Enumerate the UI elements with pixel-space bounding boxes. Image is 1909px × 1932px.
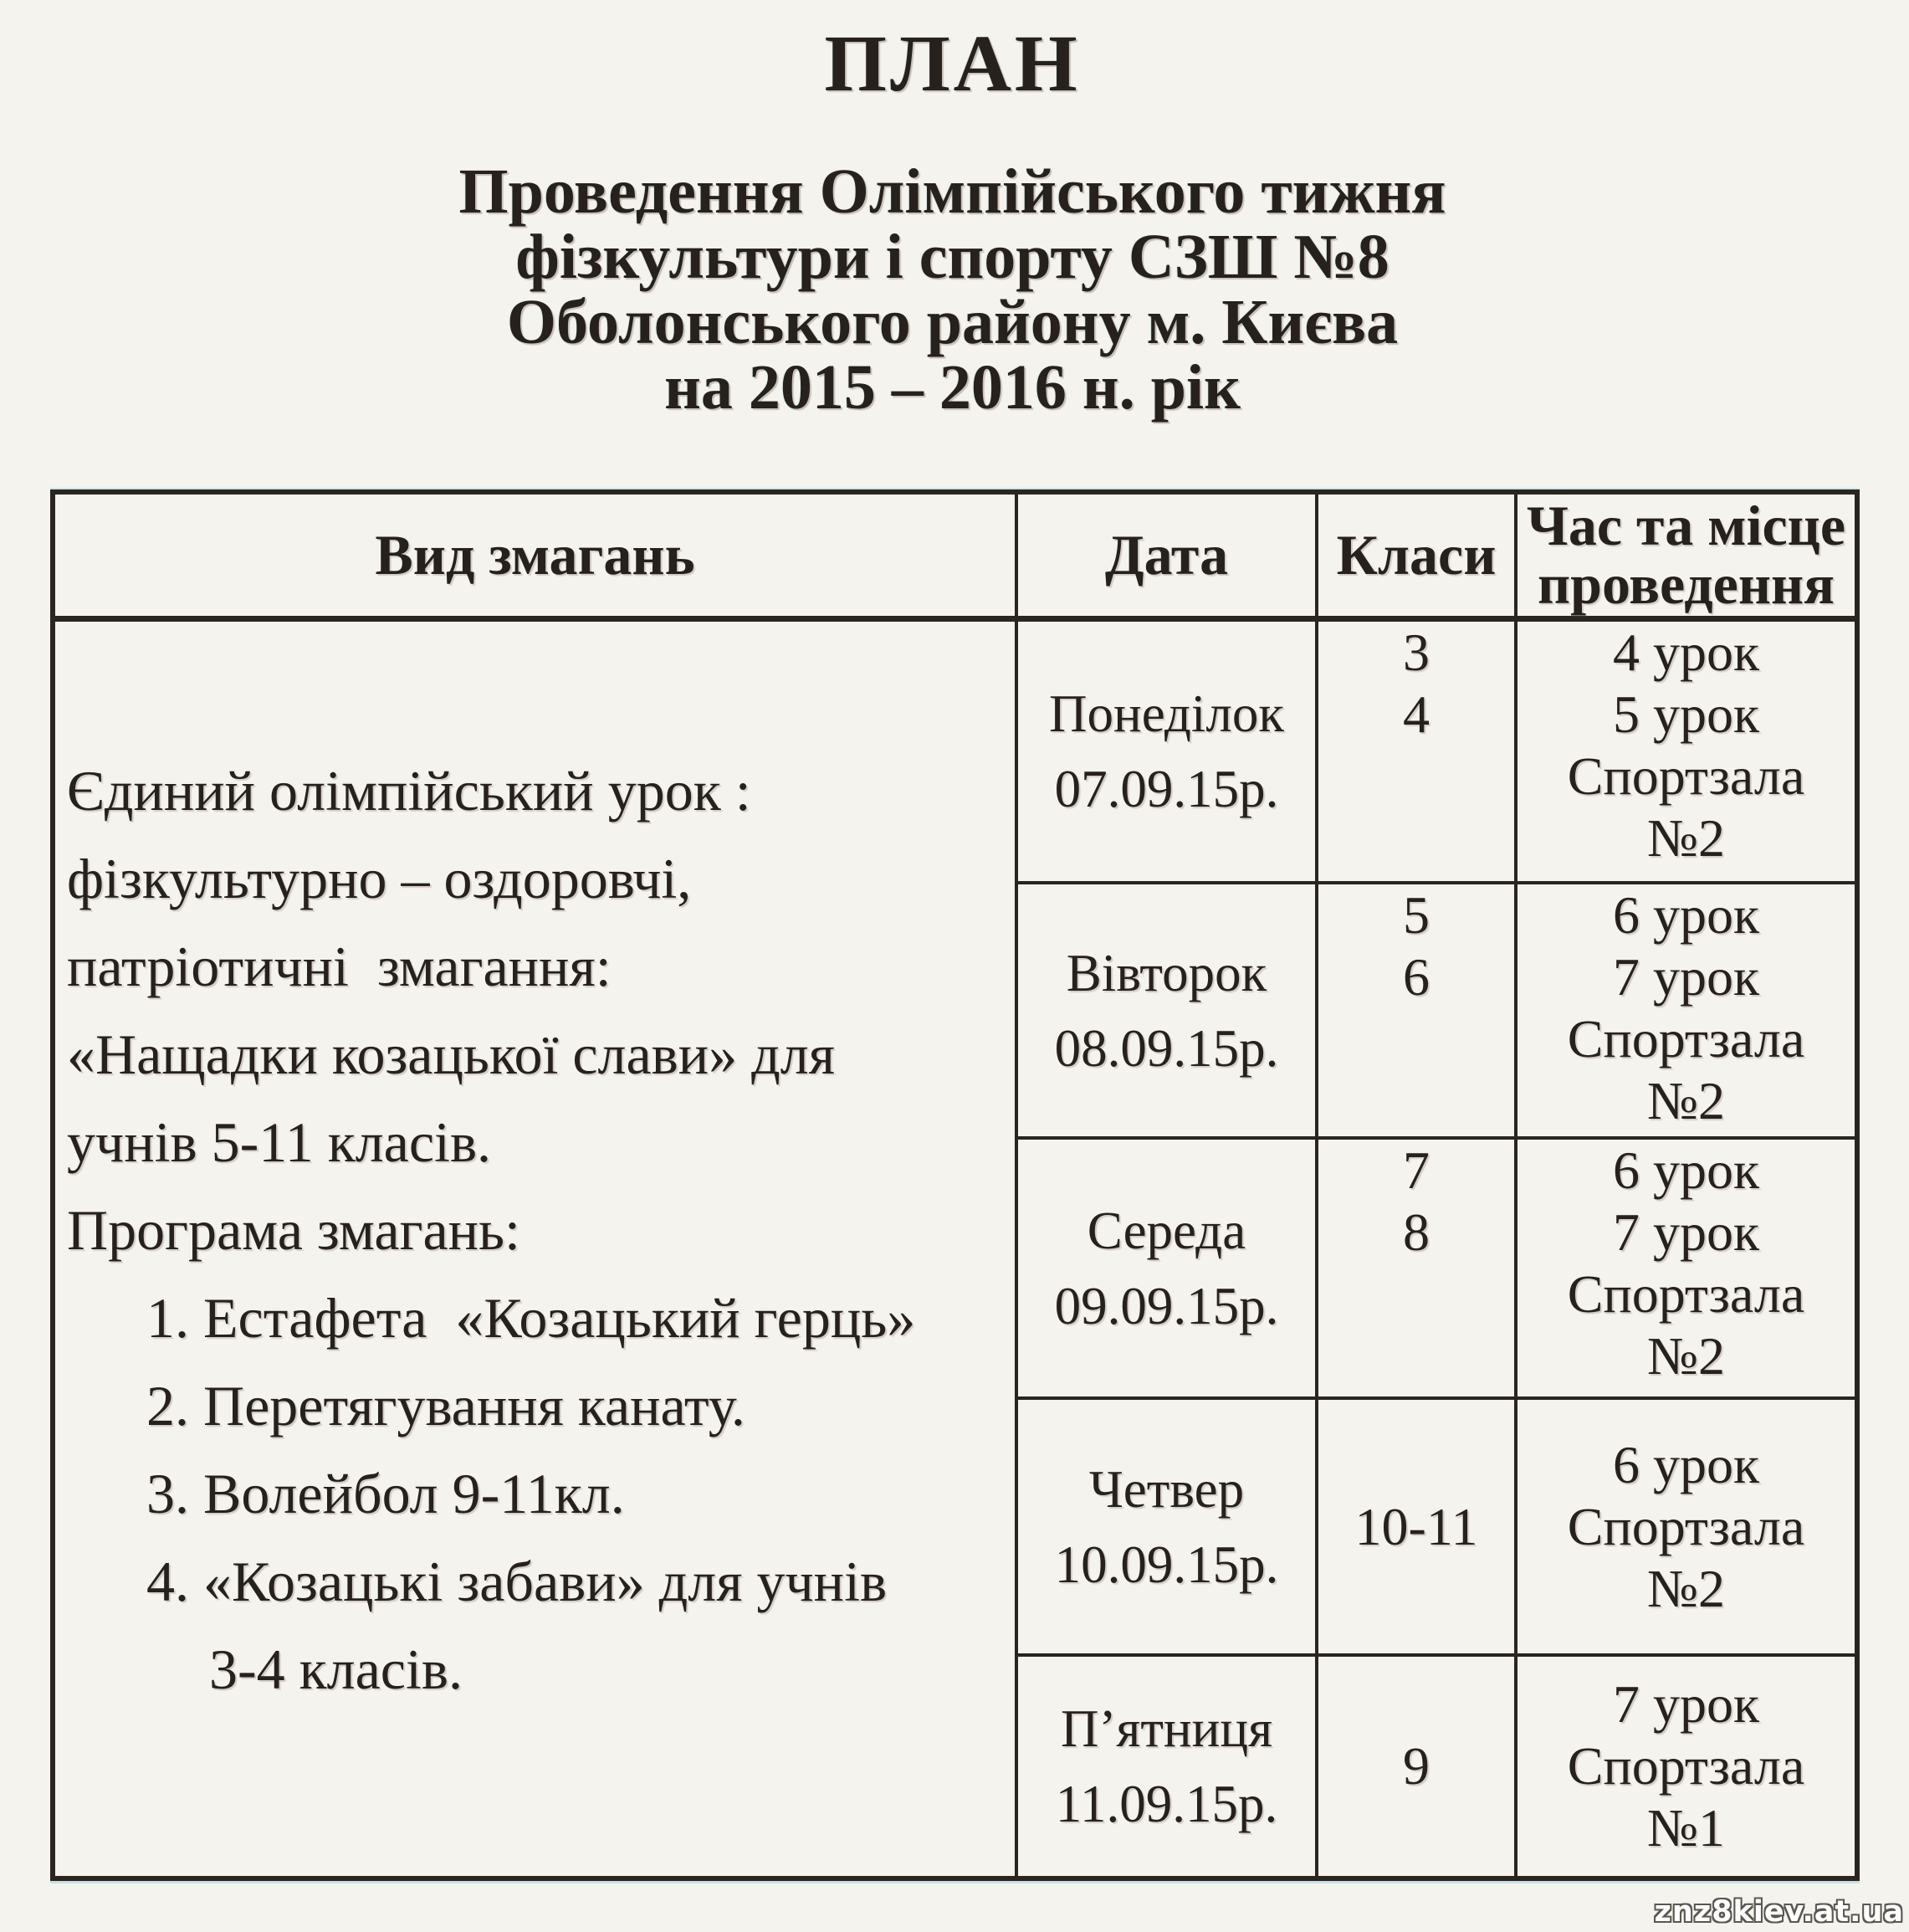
text-line: «Нащадки козацької слави» для: [67, 1022, 835, 1086]
class-value: 7: [1403, 1140, 1430, 1200]
classes-cell-thursday: [1317, 1398, 1516, 1655]
time-place-cell-wednesday: [1516, 1138, 1857, 1398]
table-row-monday: [53, 618, 1857, 883]
classes-cell-wednesday: [1317, 1138, 1516, 1398]
date-label: 10.09.15р.: [1054, 1535, 1279, 1594]
time-place-line: 7 урок: [1612, 947, 1760, 1007]
time-place-line: №2: [1646, 1558, 1726, 1618]
schedule-table: [50, 489, 1860, 1881]
program-item: 1. Естафета «Козацький герць»: [146, 1285, 916, 1350]
time-place-line: 7 урок: [1612, 1674, 1760, 1734]
table-header-row: [53, 492, 1857, 618]
time-place-line: Спортзала: [1567, 1264, 1805, 1324]
class-value: 9: [1403, 1736, 1430, 1796]
date-label: 11.09.15р.: [1055, 1775, 1278, 1833]
time-place-cell-thursday: [1516, 1398, 1857, 1655]
date-cell-tuesday: [1016, 883, 1317, 1138]
day-label: П’ятниця: [1060, 1699, 1273, 1758]
watermark: znz8kiev.at.ua: [1654, 1895, 1904, 1929]
time-place-line: 7 урок: [1612, 1202, 1760, 1262]
time-place-line: 4 урок: [1612, 622, 1760, 682]
time-place-cell-friday: [1516, 1655, 1857, 1878]
header-competition-label: Вид змагань: [375, 523, 695, 587]
date-cell-wednesday: [1016, 1138, 1317, 1398]
day-label: Четвер: [1088, 1459, 1245, 1519]
class-value: 6: [1403, 947, 1430, 1007]
classes-cell-friday: [1317, 1655, 1516, 1878]
day-label: Понеділок: [1049, 684, 1284, 743]
class-value: 3: [1403, 622, 1430, 682]
text-line: фізкультурно – оздоровчі,: [67, 846, 692, 910]
subtitle-line: Оболонського району м. Києва: [506, 287, 1399, 357]
program-item: 2. Перетягування канату.: [146, 1373, 745, 1437]
header-classes: [1317, 492, 1516, 618]
time-place-line: Спортзала: [1567, 1736, 1805, 1796]
program-item: 3. Волейбол 9-11кл.: [146, 1461, 625, 1525]
date-label: 09.09.15р.: [1054, 1276, 1279, 1335]
document-subtitle: [50, 156, 1855, 423]
classes-cell-tuesday: [1317, 883, 1516, 1138]
time-place-line: 6 урок: [1612, 885, 1760, 945]
classes-cell-monday: [1317, 618, 1516, 883]
time-place-line: Спортзала: [1567, 1009, 1805, 1068]
class-value: 8: [1403, 1202, 1430, 1262]
time-place-line: 6 урок: [1612, 1140, 1760, 1200]
subtitle-line: Проведення Олімпійського тижня: [458, 156, 1446, 227]
text-line: учнів 5-11 класів.: [67, 1109, 492, 1174]
time-place-cell-monday: [1516, 618, 1857, 883]
program-item: 4. «Козацькі забави» для учнів: [146, 1549, 888, 1613]
time-place-line: №2: [1646, 1326, 1726, 1386]
class-value: 5: [1403, 885, 1430, 945]
document-title: ПЛАН: [824, 18, 1081, 108]
class-value: 10-11: [1354, 1496, 1478, 1556]
date-cell-thursday: [1016, 1398, 1317, 1655]
date-label: 08.09.15р.: [1054, 1018, 1279, 1078]
time-place-line: Спортзала: [1567, 746, 1805, 806]
time-place-line: Спортзала: [1567, 1496, 1805, 1556]
header-time-place: [1516, 492, 1857, 618]
header-competition: [53, 492, 1016, 618]
time-place-line: 6 урок: [1612, 1434, 1760, 1494]
text-line: Єдиний олімпійський урок :: [67, 758, 751, 823]
date-cell-monday: [1016, 618, 1317, 883]
text-line: Програма змагань:: [67, 1197, 520, 1262]
time-place-line: 5 урок: [1612, 684, 1760, 744]
time-place-cell-tuesday: [1516, 883, 1857, 1138]
date-label: 07.09.15р.: [1054, 759, 1279, 818]
header-date-label: Дата: [1104, 523, 1229, 587]
time-place-line: №1: [1646, 1798, 1726, 1858]
date-cell-friday: [1016, 1655, 1317, 1878]
header-classes-label: Класи: [1336, 523, 1497, 587]
class-value: 4: [1403, 684, 1430, 744]
program-item-continuation: 3-4 класів.: [209, 1637, 463, 1701]
header-time-place-line: проведення: [1537, 552, 1835, 617]
day-label: Середа: [1087, 1201, 1246, 1260]
subtitle-line: фізкультури і спорту СЗШ №8: [515, 222, 1390, 292]
time-place-line: №2: [1646, 1071, 1726, 1130]
competition-description-cell: [53, 618, 1016, 1878]
day-label: Вівторок: [1066, 943, 1267, 1002]
text-line: патріотичні змагання:: [67, 934, 612, 998]
header-date: [1016, 492, 1317, 618]
subtitle-line: на 2015 – 2016 н. рік: [664, 352, 1241, 423]
time-place-line: №2: [1646, 807, 1726, 868]
header-time-place-line: Час та місце: [1526, 494, 1846, 558]
